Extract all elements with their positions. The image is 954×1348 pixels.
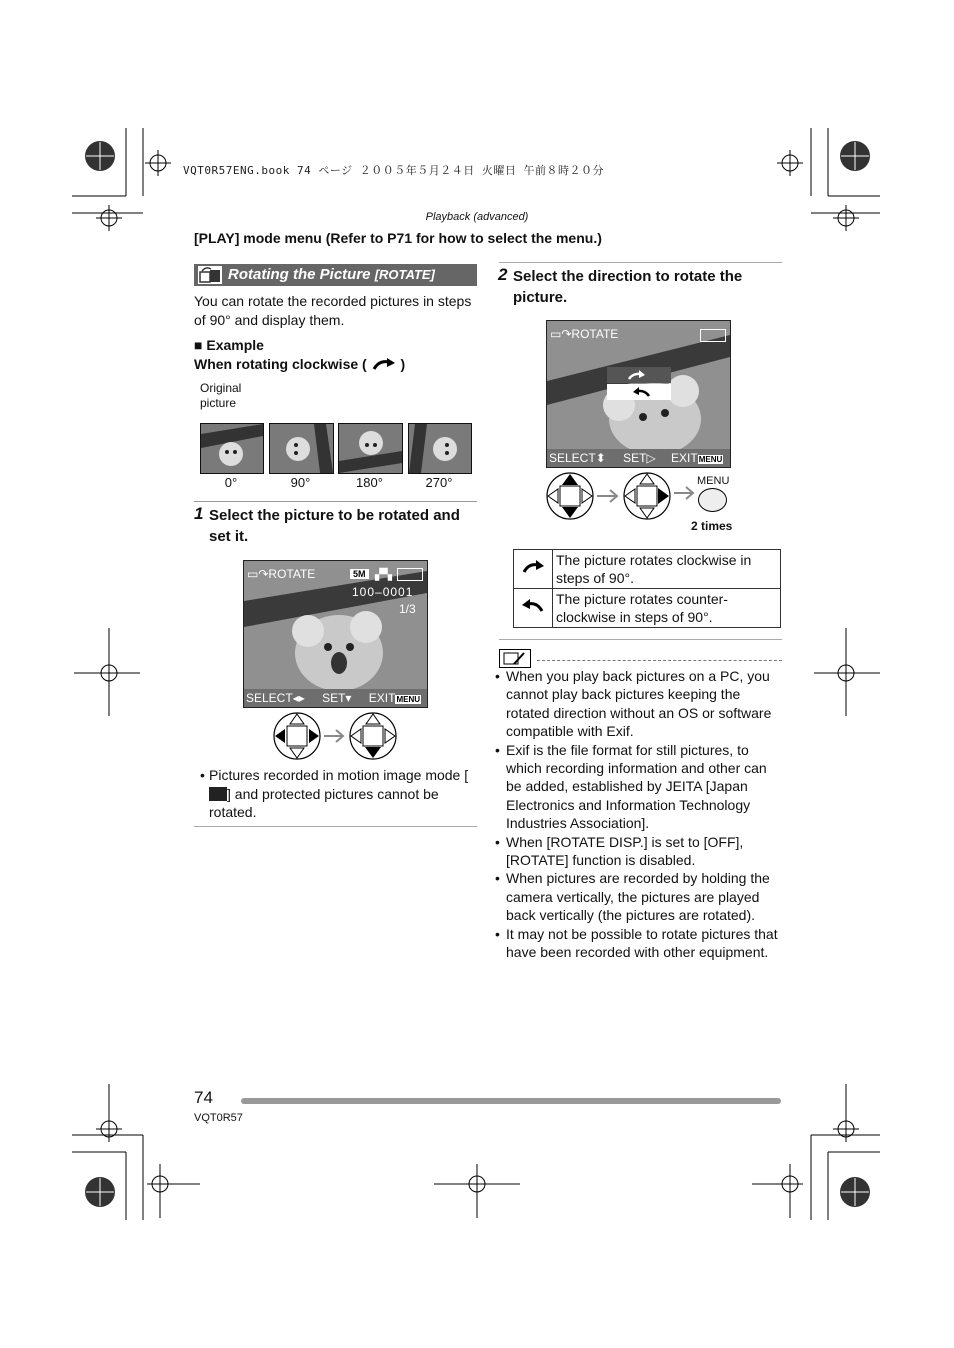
note-item: • It may not be possible to rotate pictures that have been recorded with other equipment. xyxy=(495,925,781,962)
table-cell: The picture rotates clockwise in steps of 90°. xyxy=(553,550,781,589)
intro-text: You can rotate the recorded pictures in steps of 90° and display them. xyxy=(194,293,472,328)
footer-bar xyxy=(241,1098,781,1104)
bullet: • xyxy=(200,767,205,783)
up-down-arrows-icon: ⬍ xyxy=(595,451,606,465)
section-header: Playback (advanced) xyxy=(425,211,529,223)
rotate-icon: ▭↷ xyxy=(550,327,572,341)
clockwise-arrow-icon xyxy=(514,550,553,589)
next-arrow-icon xyxy=(324,730,343,742)
divider xyxy=(194,501,477,502)
lcd-mode: ▭↷ROTATE xyxy=(247,567,316,581)
cursor-pad-down-icon xyxy=(350,713,396,759)
square-bullet-icon: ■ xyxy=(194,337,207,353)
note-item: • When you play back pictures on a PC, you cannot play back pictures keeping the rotated direction without an OS or software compatible with Exif. xyxy=(495,667,781,741)
rotate-icon xyxy=(198,266,222,284)
section-title: Rotating the Picture xyxy=(228,266,371,283)
note-item: • When [ROTATE DISP.] is set to [OFF], [ROTATE] function is disabled. xyxy=(495,833,781,870)
resolution-badge: 5M xyxy=(350,569,369,579)
clockwise-arrow-icon xyxy=(367,356,401,372)
example-subheading: When rotating clockwise ( ) xyxy=(194,356,406,372)
note-icon xyxy=(499,649,531,668)
print-info-line: VQT0R57ENG.book 74 ページ ２００５年５月２４日 火曜日 午前８時２０分 xyxy=(183,164,604,177)
lcd-guide-bar: SELECT◂▸ SET▾ EXITMENU xyxy=(244,689,427,707)
angle-label: 270° xyxy=(425,475,453,490)
original-picture-label: Original picture xyxy=(200,381,242,410)
koala-image xyxy=(244,561,427,707)
left-right-arrows-icon: ◂▸ xyxy=(292,691,305,705)
rotate-counter-clockwise-option[interactable] xyxy=(607,384,671,400)
counter-clockwise-arrow-icon xyxy=(514,589,553,628)
step-number: 2 xyxy=(498,265,508,284)
note-separator xyxy=(537,650,782,661)
divider xyxy=(194,826,477,827)
step-text: Select the direction to rotate the picture. xyxy=(513,268,743,306)
section-tag: [ROTATE] xyxy=(374,267,435,282)
divider xyxy=(499,639,782,640)
camera-lcd-screen xyxy=(243,560,428,708)
motion-image-note: • Pictures recorded in motion image mode [] and protected pictures cannot be rotated. xyxy=(200,767,469,820)
lcd-guide-bar: SELECT⬍ SET▷ EXITMENU xyxy=(547,449,730,467)
battery-icon xyxy=(700,329,726,342)
page-number: 74 xyxy=(194,1088,213,1107)
koala-thumbnail-90 xyxy=(269,423,334,474)
down-arrow-icon: ▾ xyxy=(345,691,352,705)
cursor-pad-right-icon xyxy=(624,473,670,519)
battery-icon xyxy=(397,568,423,581)
koala-thumbnail-0 xyxy=(200,423,264,474)
cursor-pad-left-right-icon xyxy=(274,713,320,759)
rotate-icon: ▭↷ xyxy=(247,567,269,581)
notes-list xyxy=(495,667,781,962)
table-cell: The picture rotates counter-clockwise in steps of 90°. xyxy=(553,589,781,628)
menu-button-icon xyxy=(698,488,727,512)
example-heading xyxy=(194,337,264,353)
menu-reference-line: [PLAY] mode menu (Refer to P71 for how to select the menu.) xyxy=(194,230,602,246)
motion-image-icon xyxy=(209,787,227,801)
step-number: 1 xyxy=(194,504,204,523)
camera-lcd-screen xyxy=(546,320,731,468)
picture-count: 1/3 xyxy=(399,602,416,616)
koala-thumbnail-180 xyxy=(338,423,403,474)
note-item: • When pictures are recorded by holding the camera vertically, the pictures are played back vertically (the pictures are rotated). xyxy=(495,869,781,924)
press-count: 2 times xyxy=(691,519,733,533)
note-item: • Exif is the file format for still pictures, to which recording information and other can be added, established by JEITA [Japan Electronics and Information Technology Industries Association]. xyxy=(495,741,781,833)
divider xyxy=(499,262,782,263)
right-arrow-icon: ▷ xyxy=(646,451,656,465)
cursor-pad-sequence xyxy=(272,711,400,761)
next-arrow-icon xyxy=(672,485,698,501)
menu-button-label: MENU xyxy=(697,475,730,487)
table-row xyxy=(514,589,781,628)
angle-label: 90° xyxy=(290,475,311,490)
cursor-pad-sequence xyxy=(545,471,675,521)
model-code: VQT0R57 xyxy=(194,1112,243,1124)
table-row xyxy=(514,550,781,589)
menu-badge: MENU xyxy=(698,455,723,464)
rotate-clockwise-option[interactable] xyxy=(607,367,671,383)
lcd-mode: ▭↷ROTATE xyxy=(550,327,619,341)
rotation-direction-table xyxy=(513,549,781,628)
section-title-bar xyxy=(194,264,477,286)
cursor-pad-up-down-icon xyxy=(547,473,593,519)
example-label: Example xyxy=(206,337,264,353)
menu-badge: MENU xyxy=(396,695,421,704)
file-number: 100–0001 xyxy=(352,585,414,599)
quality-icon: ▞▚ xyxy=(375,569,392,581)
angle-label: 180° xyxy=(356,475,383,490)
step-text: Select the picture to be rotated and set it. xyxy=(209,507,460,545)
angle-label: 0° xyxy=(224,475,238,490)
next-arrow-icon xyxy=(597,490,617,502)
koala-thumbnail-270 xyxy=(408,423,472,474)
